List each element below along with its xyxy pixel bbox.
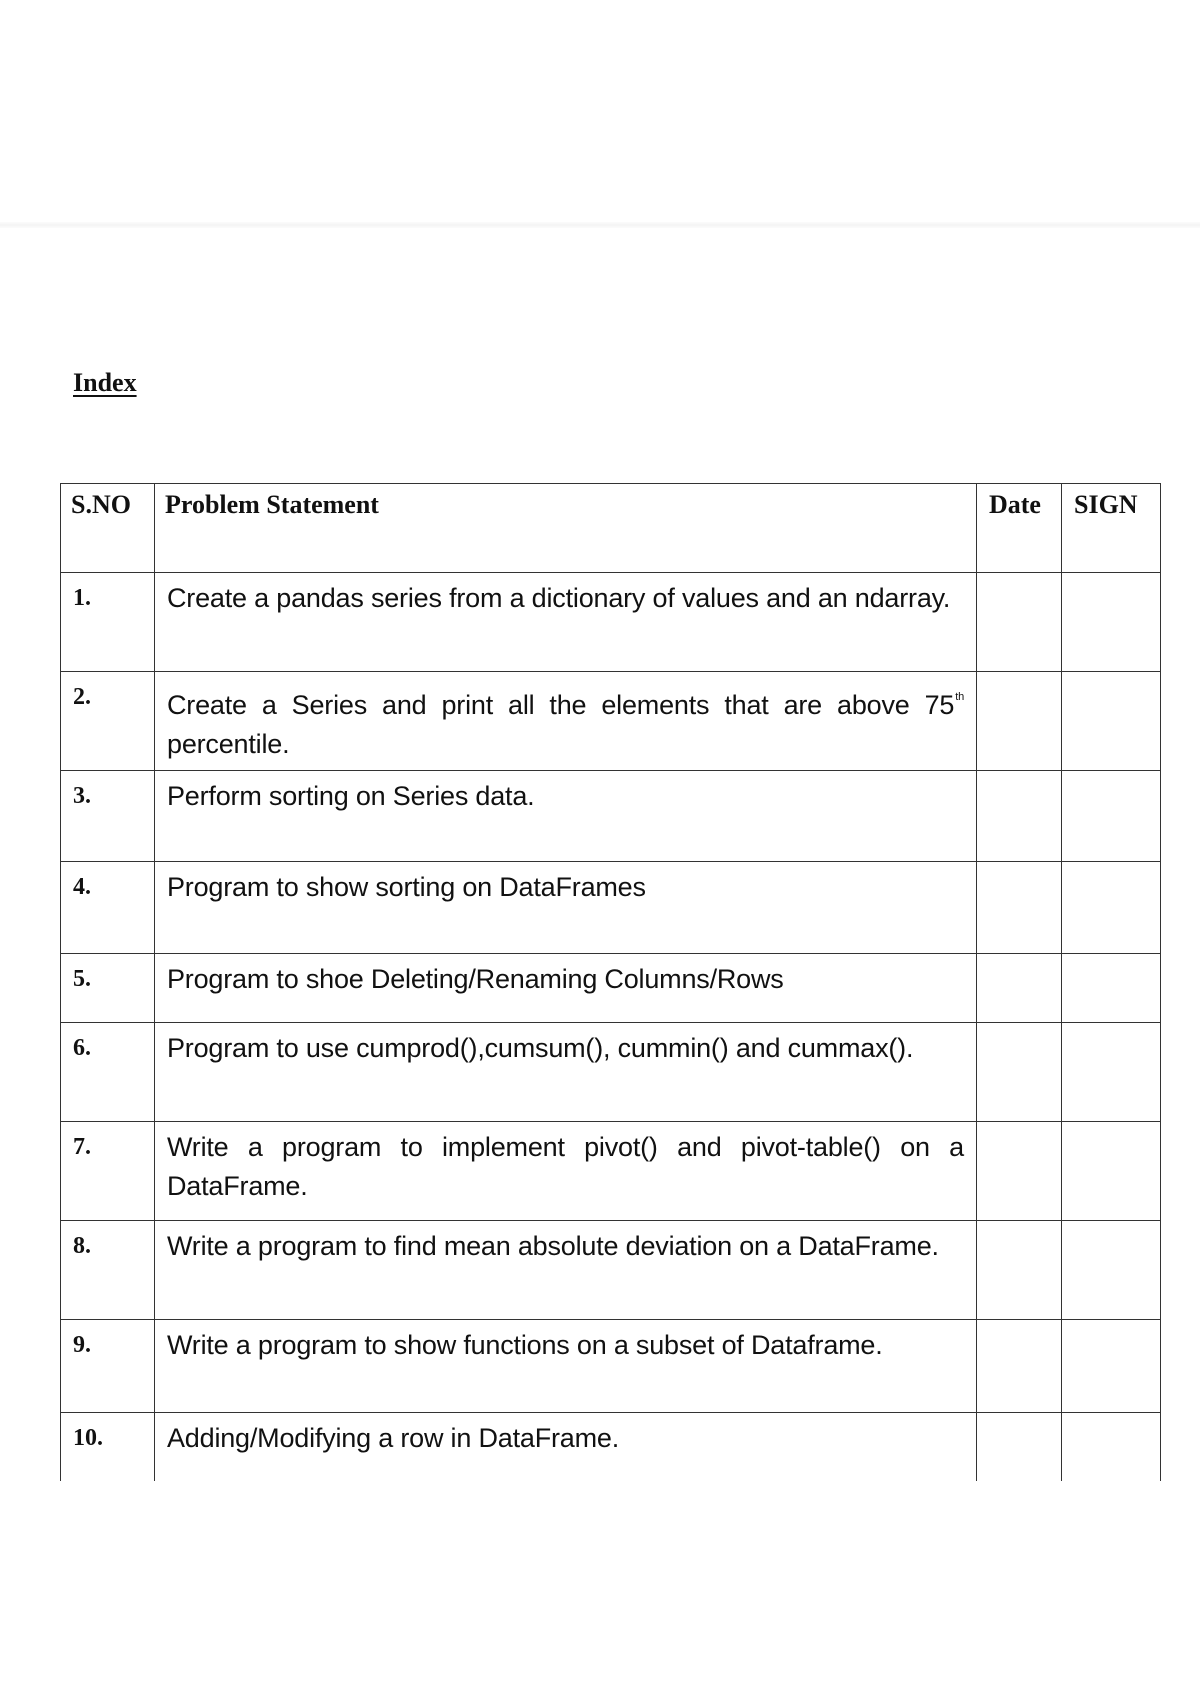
table-row: [61, 1413, 1161, 1481]
row-sno: 1.: [61, 573, 155, 672]
row-sign-cell: [1062, 1413, 1161, 1481]
row-sno: 5.: [61, 954, 155, 1023]
row-sign-cell: [1062, 771, 1161, 862]
scan-artifact-band: [0, 222, 1200, 228]
row-date-cell: [977, 1413, 1062, 1481]
table-row: [61, 1023, 1161, 1122]
row-sno: 4.: [61, 862, 155, 954]
row-sign-cell: [1062, 1221, 1161, 1320]
row-sno: 3.: [61, 771, 155, 862]
row-date-cell: [977, 672, 1062, 771]
row-statement: Create a pandas series from a dictionary of values and an ndarray.: [155, 573, 977, 672]
row-sign-cell: [1062, 1122, 1161, 1221]
row-sign-cell: [1062, 573, 1161, 672]
table-row: [61, 954, 1161, 1023]
row-date-cell: [977, 573, 1062, 672]
row-sign-cell: [1062, 672, 1161, 771]
row-statement: Adding/Modifying a row in DataFrame.: [155, 1413, 977, 1481]
table-row: [61, 1221, 1161, 1320]
statement-text: percentile.: [167, 729, 290, 759]
header-problem-statement: Problem Statement: [155, 484, 977, 573]
row-statement: Write a program to show functions on a subset of Dataframe.: [155, 1320, 977, 1413]
row-statement: Write a program to find mean absolute deviation on a DataFrame.: [155, 1221, 977, 1320]
row-statement: Program to shoe Deleting/Renaming Columns/Rows: [155, 954, 977, 1023]
table-row: [61, 771, 1161, 862]
row-date-cell: [977, 1320, 1062, 1413]
page-title: Index: [73, 368, 137, 397]
row-sign-cell: [1062, 862, 1161, 954]
row-sno: 9.: [61, 1320, 155, 1413]
header-date: Date: [977, 484, 1062, 573]
row-sign-cell: [1062, 954, 1161, 1023]
row-statement: Perform sorting on Series data.: [155, 771, 977, 862]
index-table: [60, 483, 1161, 1481]
row-sno: 10.: [61, 1413, 155, 1481]
row-sno: 6.: [61, 1023, 155, 1122]
row-date-cell: [977, 1023, 1062, 1122]
row-statement: [155, 672, 977, 771]
table-row: [61, 672, 1161, 771]
row-date-cell: [977, 1122, 1062, 1221]
row-sno: 2.: [61, 672, 155, 771]
row-date-cell: [977, 1221, 1062, 1320]
row-sign-cell: [1062, 1023, 1161, 1122]
row-statement: Write a program to implement pivot() and pivot-table() on a DataFrame.: [155, 1122, 977, 1221]
row-date-cell: [977, 771, 1062, 862]
row-date-cell: [977, 862, 1062, 954]
row-statement: Program to show sorting on DataFrames: [155, 862, 977, 954]
table-row: [61, 573, 1161, 672]
table-row: [61, 1320, 1161, 1413]
header-row: [61, 484, 1161, 573]
row-sign-cell: [1062, 1320, 1161, 1413]
header-sign: SIGN: [1062, 484, 1161, 573]
table-row: [61, 862, 1161, 954]
row-date-cell: [977, 954, 1062, 1023]
row-sno: 7.: [61, 1122, 155, 1221]
ordinal-superscript: th: [955, 691, 964, 703]
header-sno: S.NO: [61, 484, 155, 573]
row-statement: Program to use cumprod(),cumsum(), cummin() and cummax().: [155, 1023, 977, 1122]
statement-text: Create a Series and print all the elements that are above 75: [167, 690, 955, 720]
row-sno: 8.: [61, 1221, 155, 1320]
table-row: [61, 1122, 1161, 1221]
